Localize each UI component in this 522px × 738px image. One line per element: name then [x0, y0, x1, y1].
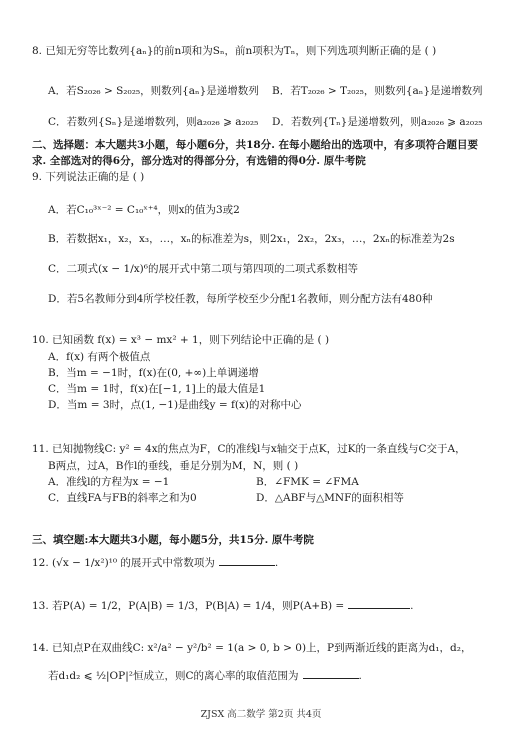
q11-option-c: C．直线FA与FB的斜率之和为0: [48, 492, 197, 504]
q11-stem-line1: 11. 已知抛物线C: y² = 4x的焦点为F，C的准线l与x轴交于点K，过K的一条直线与C交于A，: [32, 443, 466, 455]
q12-line: 12. (√x − 1/x²)¹⁰ 的展开式中常数项为 .: [32, 557, 279, 569]
q8-option-a: A．若S₂₀₂₆ > S₂₀₂₅，则数列{aₙ}是递增数列: [48, 85, 259, 97]
q10-option-a: A．f(x) 有两个极值点: [48, 351, 151, 363]
q10-option-c: C．当m = 1时，f(x)在[−1, 1]上的最大值是1: [48, 383, 266, 395]
q10-option-d: D．当m = 3时，点(1, −1)是曲线y = f(x)的对称中心: [48, 399, 302, 411]
q8-option-b: B．若T₂₀₂₆ > T₂₀₂₅，则数列{aₙ}是递增数列: [272, 85, 483, 97]
q11-option-d: D．△ABF与△MNF的面积相等: [256, 492, 404, 504]
q9-option-a: A．若C₁₀³ˣ⁻² = C₁₀ˣ⁺⁴，则x的值为3或2: [48, 204, 240, 216]
q12-answer-blank[interactable]: [219, 555, 275, 566]
q14-line1: 14. 已知点P在双曲线C: x²/a² − y²/b² = 1(a > 0, b > 0)上，P到两渐近线的距离为d₁，d₂，: [32, 642, 472, 654]
section3-title: 三、填空题:本大题共3小题，每小题5分，共15分. 原牛考院: [32, 534, 314, 546]
q10-option-b: B．当m = −1时，f(x)在(0, +∞)上单调递增: [48, 367, 259, 379]
q8-option-c: C．若数列{Sₙ}是递增数列，则a₂₀₂₆ ⩾ a₂₀₂₅: [48, 116, 259, 128]
q9-option-c: C．二项式(x − 1/x)⁶的展开式中第二项与第四项的二项式系数相等: [48, 263, 358, 275]
q12-text: 12. (√x − 1/x²)¹⁰ 的展开式中常数项为: [32, 557, 215, 569]
q14-answer-blank[interactable]: [303, 668, 359, 679]
q8-stem: 8. 已知无穷等比数列{aₙ}的前n项和为Sₙ，前n项积为Tₙ，则下列选项判断正确的是 ( ): [32, 45, 437, 57]
q9-option-b: B．若数据x₁，x₂，x₃，…，xₙ的标准差为s，则2x₁，2x₂，2x₃，…，2xₙ的标准差为2s: [48, 233, 455, 245]
q11-option-a: A．准线l的方程为x = −1: [48, 476, 170, 488]
section2-line2: 求. 全部选对的得6分，部分选对的得部分分，有选错的得0分. 原牛考院: [32, 155, 366, 167]
q13-answer-blank[interactable]: [348, 598, 410, 609]
page-footer: ZJSX 高二数学 第2页 共4页: [200, 709, 322, 720]
q13-line: 13. 若P(A) = 1/2，P(A|B) = 1/3，P(B|A) = 1/4，则P(A+B) = .: [32, 600, 414, 612]
q14-line2: 若d₁d₂ ⩽ ½|OP|²恒成立，则C的离心率的取值范围为 .: [48, 670, 362, 682]
q14-text: 若d₁d₂ ⩽ ½|OP|²恒成立，则C的离心率的取值范围为: [48, 670, 299, 682]
q9-option-d: D．若5名教师分到4所学校任教，每所学校至少分配1名教师，则分配方法有480种: [48, 293, 433, 305]
q11-stem-line2: B两点，过A，B作l的垂线，垂足分别为M，N，则 ( ): [48, 460, 299, 472]
section2-line1: 二、选择题：本大题共3小题，每小题6分，共18分. 在每小题给出的选项中，有多项符合题目要: [32, 139, 479, 151]
q10-stem: 10. 已知函数 f(x) = x³ − mx² + 1，则下列结论中正确的是 ( ): [32, 334, 330, 346]
q13-text: 13. 若P(A) = 1/2，P(A|B) = 1/3，P(B|A) = 1/4，则P(A+B) =: [32, 600, 345, 612]
q11-option-b: B．∠FMK = ∠FMA: [256, 476, 359, 488]
q9-stem: 9. 下列说法正确的是 ( ): [32, 171, 145, 183]
q8-option-d: D．若数列{Tₙ}是递增数列，则a₂₀₂₆ ⩾ a₂₀₂₅: [272, 116, 483, 128]
